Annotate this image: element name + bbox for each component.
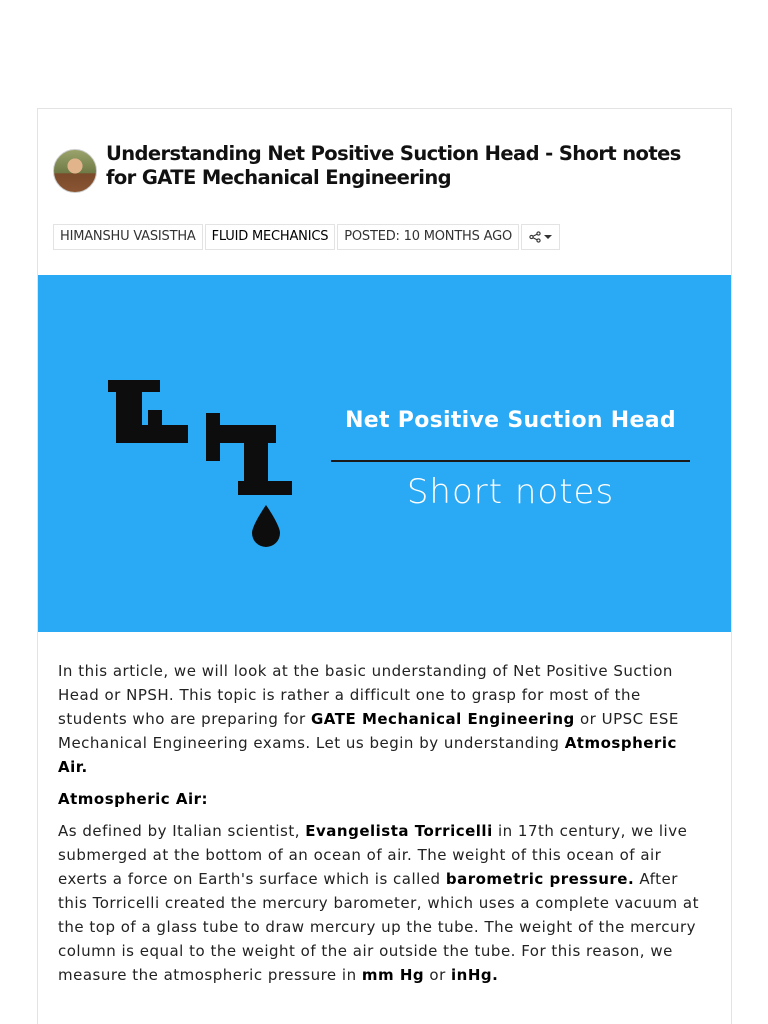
keyword-barometric: barometric pressure.: [445, 870, 635, 888]
post-title: Understanding Net Positive Suction Head - Short notes for GATE Mechanical Engineering: [106, 142, 681, 189]
faucet-drop-icon: [108, 375, 298, 550]
post-header: [53, 142, 713, 193]
article-paragraph: As defined by Italian scientist, Evangelista Torricelli in 17th century, we live submerged at the bottom of an ocean of air. The weight of this ocean of air exerts a force on Earth's surface which is called barometric pressure. After this Torricelli created the mercury barometer, which uses a complete vacuum at the top of a glass tube to draw mercury up the tube. The weight of the mercury column is equal to the weight of the air outside the tube. For this reason, we measure the atmospheric pressure in mm Hg or inHg.: [58, 822, 699, 984]
keyword-mmhg: mm Hg: [361, 966, 425, 984]
author-link[interactable]: HIMANSHU VASISTHA: [53, 224, 203, 250]
category-link[interactable]: FLUID MECHANICS: [205, 224, 336, 250]
post-meta: [53, 224, 562, 250]
banner-divider: [331, 460, 690, 462]
section-heading: Atmospheric Air:: [58, 790, 209, 808]
keyword-inhg: inHg.: [451, 966, 499, 984]
post-card: [37, 108, 732, 1024]
keyword-atmospheric-air: Atmospheric Air.: [58, 734, 677, 776]
share-button[interactable]: [521, 224, 560, 250]
featured-banner: [38, 275, 731, 632]
keyword-torricelli: Evangelista Torricelli: [305, 822, 493, 840]
article-body: [58, 659, 708, 995]
banner-subtitle: Short notes: [406, 472, 615, 512]
share-icon: [529, 231, 541, 243]
keyword-gate: GATE Mechanical Engineering: [311, 710, 575, 728]
posted-date: POSTED: 10 MONTHS AGO: [337, 224, 519, 250]
banner-title: Net Positive Suction Head: [345, 408, 676, 433]
article-paragraph: In this article, we will look at the basic understanding of Net Positive Suction Head or NPSH. This topic is rather a difficult one to grasp for most of the students who are preparing for GATE Mechanical Engineering or UPSC ESE Mechanical Engineering exams. Let us begin by understanding Atmospheric Air.: [58, 662, 679, 776]
caret-down-icon: [544, 234, 552, 240]
author-avatar[interactable]: [53, 149, 97, 193]
